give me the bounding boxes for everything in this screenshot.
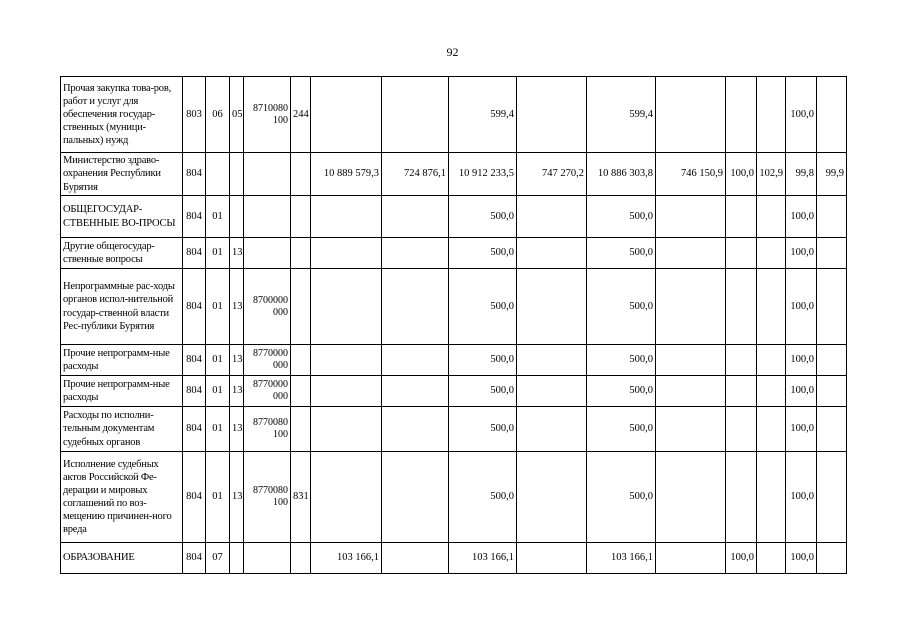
value-col-6 bbox=[656, 452, 726, 543]
value-col-1 bbox=[311, 452, 382, 543]
value-col-4 bbox=[517, 452, 587, 543]
subsection-code: 13 bbox=[230, 407, 244, 452]
value-col-6 bbox=[656, 77, 726, 153]
value-col-3: 103 166,1 bbox=[449, 543, 517, 574]
subsection-code: 13 bbox=[230, 376, 244, 407]
value-col-4: 747 270,2 bbox=[517, 153, 587, 196]
value-col-5: 500,0 bbox=[587, 345, 656, 376]
value-col-2 bbox=[382, 543, 449, 574]
target-item-code bbox=[244, 543, 291, 574]
value-col-2 bbox=[382, 196, 449, 238]
percent-col-3: 100,0 bbox=[786, 452, 817, 543]
percent-col-4 bbox=[817, 269, 847, 345]
value-col-2 bbox=[382, 269, 449, 345]
value-col-6 bbox=[656, 238, 726, 269]
target-item-code: 8770000 000 bbox=[244, 345, 291, 376]
percent-col-3: 100,0 bbox=[786, 407, 817, 452]
table-row bbox=[61, 153, 847, 196]
subsection-code bbox=[230, 153, 244, 196]
value-col-3: 500,0 bbox=[449, 452, 517, 543]
percent-col-2 bbox=[757, 407, 786, 452]
row-name: ОБЩЕГОСУДАР-СТВЕННЫЕ ВО-ПРОСЫ bbox=[61, 196, 183, 238]
row-name: Прочие непрограмм-ные расходы bbox=[61, 376, 183, 407]
target-item-code: 8710080 100 bbox=[244, 77, 291, 153]
percent-col-4 bbox=[817, 407, 847, 452]
percent-col-4 bbox=[817, 196, 847, 238]
target-item-code bbox=[244, 153, 291, 196]
table-row bbox=[61, 77, 847, 153]
value-col-3: 500,0 bbox=[449, 407, 517, 452]
value-col-5: 500,0 bbox=[587, 196, 656, 238]
percent-col-1 bbox=[726, 196, 757, 238]
percent-col-4 bbox=[817, 345, 847, 376]
subsection-code: 13 bbox=[230, 238, 244, 269]
ministry-code: 804 bbox=[183, 543, 206, 574]
ministry-code: 804 bbox=[183, 269, 206, 345]
percent-col-1 bbox=[726, 345, 757, 376]
value-col-5: 103 166,1 bbox=[587, 543, 656, 574]
value-col-2 bbox=[382, 238, 449, 269]
value-col-6: 746 150,9 bbox=[656, 153, 726, 196]
percent-col-4 bbox=[817, 543, 847, 574]
value-col-3: 500,0 bbox=[449, 376, 517, 407]
percent-col-3: 100,0 bbox=[786, 196, 817, 238]
subsection-code bbox=[230, 543, 244, 574]
expense-type-code bbox=[291, 269, 311, 345]
value-col-4 bbox=[517, 543, 587, 574]
value-col-1 bbox=[311, 77, 382, 153]
percent-col-3: 100,0 bbox=[786, 238, 817, 269]
row-name: Расходы по исполни-тельным документам судебных органов bbox=[61, 407, 183, 452]
expense-type-code bbox=[291, 376, 311, 407]
ministry-code: 804 bbox=[183, 196, 206, 238]
value-col-6 bbox=[656, 196, 726, 238]
percent-col-2 bbox=[757, 238, 786, 269]
target-item-code bbox=[244, 196, 291, 238]
percent-col-2: 102,9 bbox=[757, 153, 786, 196]
section-code: 01 bbox=[206, 196, 230, 238]
table-body bbox=[61, 77, 847, 574]
target-item-code: 8770000 000 bbox=[244, 376, 291, 407]
value-col-6 bbox=[656, 376, 726, 407]
subsection-code: 13 bbox=[230, 345, 244, 376]
percent-col-3: 100,0 bbox=[786, 77, 817, 153]
table-row bbox=[61, 269, 847, 345]
percent-col-1 bbox=[726, 407, 757, 452]
section-code: 01 bbox=[206, 407, 230, 452]
percent-col-3: 100,0 bbox=[786, 543, 817, 574]
expense-type-code bbox=[291, 345, 311, 376]
row-name: Другие общегосудар-ственные вопросы bbox=[61, 238, 183, 269]
ministry-code: 804 bbox=[183, 238, 206, 269]
value-col-1: 10 889 579,3 bbox=[311, 153, 382, 196]
percent-col-1: 100,0 bbox=[726, 153, 757, 196]
value-col-5: 599,4 bbox=[587, 77, 656, 153]
section-code: 07 bbox=[206, 543, 230, 574]
row-name: Министерство здраво-охранения Республики Бурятия bbox=[61, 153, 183, 196]
value-col-2 bbox=[382, 452, 449, 543]
section-code: 06 bbox=[206, 77, 230, 153]
value-col-5: 500,0 bbox=[587, 269, 656, 345]
value-col-6 bbox=[656, 269, 726, 345]
percent-col-1 bbox=[726, 452, 757, 543]
value-col-5: 10 886 303,8 bbox=[587, 153, 656, 196]
value-col-3: 10 912 233,5 bbox=[449, 153, 517, 196]
subsection-code: 13 bbox=[230, 452, 244, 543]
table-row bbox=[61, 196, 847, 238]
percent-col-3: 100,0 bbox=[786, 345, 817, 376]
percent-col-1 bbox=[726, 376, 757, 407]
value-col-2 bbox=[382, 77, 449, 153]
percent-col-3: 99,8 bbox=[786, 153, 817, 196]
expense-type-code: 831 bbox=[291, 452, 311, 543]
value-col-1 bbox=[311, 407, 382, 452]
percent-col-2 bbox=[757, 543, 786, 574]
percent-col-4 bbox=[817, 376, 847, 407]
value-col-4 bbox=[517, 196, 587, 238]
percent-col-1 bbox=[726, 269, 757, 345]
ministry-code: 804 bbox=[183, 345, 206, 376]
section-code: 01 bbox=[206, 345, 230, 376]
subsection-code bbox=[230, 196, 244, 238]
table-row bbox=[61, 407, 847, 452]
percent-col-3: 100,0 bbox=[786, 269, 817, 345]
ministry-code: 804 bbox=[183, 376, 206, 407]
row-name: ОБРАЗОВАНИЕ bbox=[61, 543, 183, 574]
expense-type-code bbox=[291, 238, 311, 269]
percent-col-4 bbox=[817, 77, 847, 153]
value-col-3: 500,0 bbox=[449, 345, 517, 376]
expense-type-code bbox=[291, 196, 311, 238]
percent-col-1 bbox=[726, 77, 757, 153]
row-name: Прочие непрограмм-ные расходы bbox=[61, 345, 183, 376]
target-item-code bbox=[244, 238, 291, 269]
value-col-2 bbox=[382, 407, 449, 452]
value-col-1: 103 166,1 bbox=[311, 543, 382, 574]
percent-col-4 bbox=[817, 452, 847, 543]
value-col-1 bbox=[311, 345, 382, 376]
percent-col-2 bbox=[757, 345, 786, 376]
percent-col-1: 100,0 bbox=[726, 543, 757, 574]
value-col-1 bbox=[311, 196, 382, 238]
percent-col-2 bbox=[757, 376, 786, 407]
value-col-4 bbox=[517, 407, 587, 452]
row-name: Исполнение судебных актов Российской Фе-дерации и мировых соглашений по воз-мещению причинен-ного вреда bbox=[61, 452, 183, 543]
expense-type-code bbox=[291, 543, 311, 574]
value-col-6 bbox=[656, 543, 726, 574]
table-row bbox=[61, 345, 847, 376]
value-col-5: 500,0 bbox=[587, 407, 656, 452]
page-number: 92 bbox=[446, 45, 459, 59]
percent-col-3: 100,0 bbox=[786, 376, 817, 407]
row-name: Прочая закупка това-ров, работ и услуг для обеспечения государ-ственных (муници-пальных) нужд bbox=[61, 77, 183, 153]
ministry-code: 804 bbox=[183, 452, 206, 543]
percent-col-1 bbox=[726, 238, 757, 269]
value-col-6 bbox=[656, 345, 726, 376]
section-code: 01 bbox=[206, 238, 230, 269]
budget-table bbox=[60, 76, 847, 574]
section-code: 01 bbox=[206, 269, 230, 345]
percent-col-4 bbox=[817, 238, 847, 269]
percent-col-4: 99,9 bbox=[817, 153, 847, 196]
table-row bbox=[61, 452, 847, 543]
expense-type-code bbox=[291, 153, 311, 196]
value-col-3: 500,0 bbox=[449, 238, 517, 269]
target-item-code: 8770080 100 bbox=[244, 452, 291, 543]
subsection-code: 05 bbox=[230, 77, 244, 153]
value-col-1 bbox=[311, 269, 382, 345]
value-col-2: 724 876,1 bbox=[382, 153, 449, 196]
subsection-code: 13 bbox=[230, 269, 244, 345]
ministry-code: 804 bbox=[183, 407, 206, 452]
section-code: 01 bbox=[206, 452, 230, 543]
section-code: 01 bbox=[206, 376, 230, 407]
value-col-4 bbox=[517, 345, 587, 376]
expense-type-code: 244 bbox=[291, 77, 311, 153]
percent-col-2 bbox=[757, 77, 786, 153]
table-row bbox=[61, 376, 847, 407]
value-col-6 bbox=[656, 407, 726, 452]
value-col-4 bbox=[517, 269, 587, 345]
value-col-3: 599,4 bbox=[449, 77, 517, 153]
percent-col-2 bbox=[757, 269, 786, 345]
ministry-code: 804 bbox=[183, 153, 206, 196]
table-row bbox=[61, 543, 847, 574]
percent-col-2 bbox=[757, 196, 786, 238]
value-col-1 bbox=[311, 376, 382, 407]
table-row bbox=[61, 238, 847, 269]
value-col-3: 500,0 bbox=[449, 196, 517, 238]
target-item-code: 8700000 000 bbox=[244, 269, 291, 345]
value-col-4 bbox=[517, 238, 587, 269]
value-col-5: 500,0 bbox=[587, 238, 656, 269]
value-col-5: 500,0 bbox=[587, 452, 656, 543]
value-col-4 bbox=[517, 376, 587, 407]
value-col-5: 500,0 bbox=[587, 376, 656, 407]
value-col-2 bbox=[382, 345, 449, 376]
value-col-3: 500,0 bbox=[449, 269, 517, 345]
expense-type-code bbox=[291, 407, 311, 452]
ministry-code: 803 bbox=[183, 77, 206, 153]
target-item-code: 8770080 100 bbox=[244, 407, 291, 452]
row-name: Непрограммные рас-ходы органов испол-нительной государ-ственной власти Рес-публики Бурятия bbox=[61, 269, 183, 345]
value-col-4 bbox=[517, 77, 587, 153]
percent-col-2 bbox=[757, 452, 786, 543]
value-col-2 bbox=[382, 376, 449, 407]
value-col-1 bbox=[311, 238, 382, 269]
section-code bbox=[206, 153, 230, 196]
